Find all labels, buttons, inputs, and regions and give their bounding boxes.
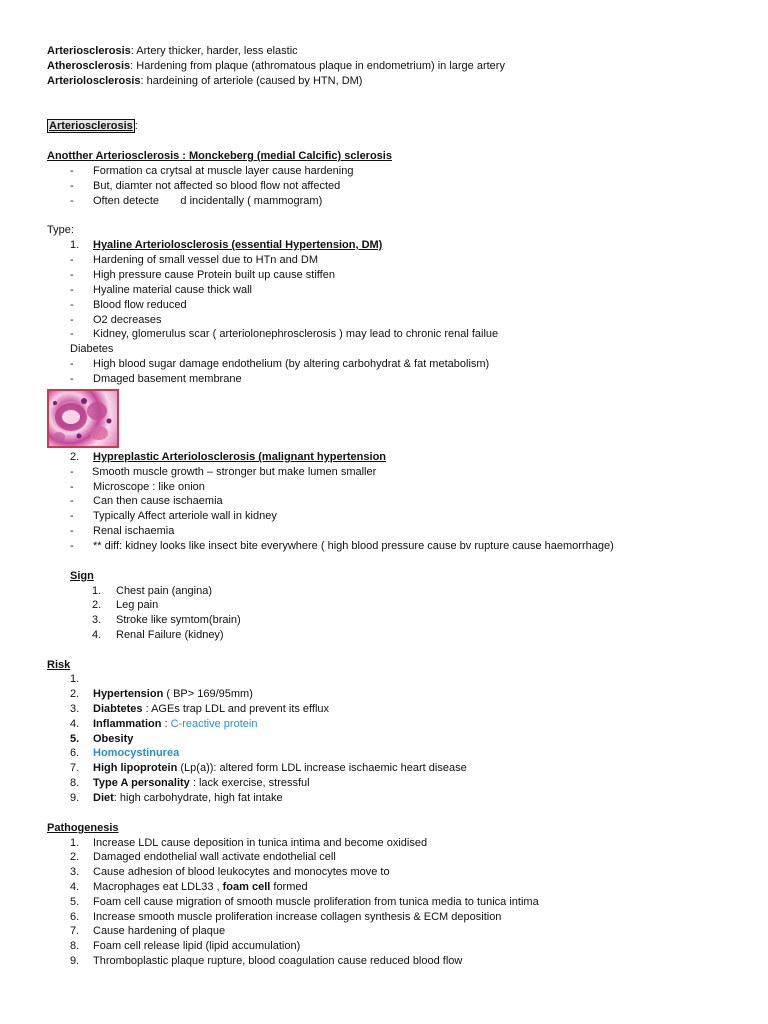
section-title <box>47 119 138 133</box>
definition-arteriosclerosis <box>47 44 298 58</box>
monckeberg-heading: Anotther Arteriosclerosis : Monckeberg (medial Calcific) sclerosis <box>47 150 392 162</box>
definition-arteriolosclerosis <box>47 74 362 88</box>
definition-text: : Hardening from plaque (athromatous plaque in endometrium) in large artery <box>130 60 505 72</box>
sign-heading: Sign <box>70 570 94 582</box>
section-title-colon: : <box>134 120 138 132</box>
pathogenesis-heading: Pathogenesis <box>47 822 119 834</box>
risk-heading: Risk <box>47 659 71 671</box>
histology-drawing <box>49 391 117 446</box>
type-label: Type: <box>47 224 74 236</box>
histology-image <box>47 389 119 448</box>
definition-term: Atherosclerosis <box>47 60 131 72</box>
definition-text: : hardeining of arteriole (caused by HTN, DM) <box>140 75 363 87</box>
diabetes-label: Diabetes <box>70 343 114 355</box>
definition-term: Arteriolosclerosis <box>47 75 141 87</box>
section-title-text: Arteriosclerosis <box>49 120 133 132</box>
definition-text: : Artery thicker, harder, less elastic <box>130 45 298 57</box>
definition-term: Arteriosclerosis <box>47 45 131 57</box>
definition-atherosclerosis <box>47 59 505 73</box>
